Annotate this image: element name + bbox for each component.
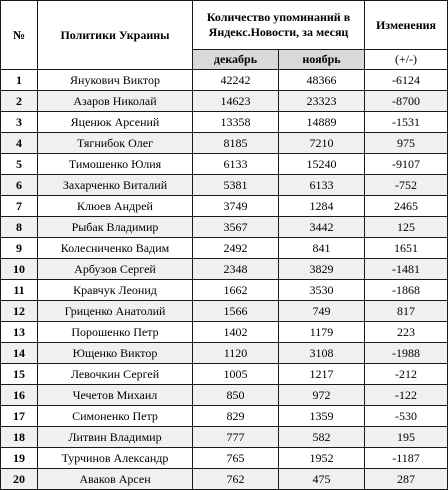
november-count: 841 [279,238,365,259]
politician-name: Гриценко Анатолий [38,301,193,322]
change-value: 125 [365,217,448,238]
table-row [1,343,448,364]
header-politicians: Политики Украины [38,1,193,70]
december-count: 3567 [193,217,279,238]
header-change: Изменения [365,1,448,50]
change-value: -752 [365,175,448,196]
row-number: 17 [1,406,38,427]
november-count: 1284 [279,196,365,217]
december-count: 5381 [193,175,279,196]
table-row [1,448,448,469]
row-number: 10 [1,259,38,280]
table-row [1,217,448,238]
header-november: ноябрь [279,50,365,70]
change-value: 975 [365,133,448,154]
table-row [1,91,448,112]
row-number: 1 [1,70,38,91]
december-count: 1566 [193,301,279,322]
change-value: -6124 [365,70,448,91]
table-header [1,1,448,70]
row-number: 6 [1,175,38,196]
politician-name: Азаров Николай [38,91,193,112]
table-row [1,238,448,259]
change-value: -1531 [365,112,448,133]
december-count: 765 [193,448,279,469]
november-count: 6133 [279,175,365,196]
politician-name: Турчинов Александр [38,448,193,469]
change-value: -122 [365,385,448,406]
november-count: 1179 [279,322,365,343]
change-value: 287 [365,469,448,490]
december-count: 1005 [193,364,279,385]
header-december: декабрь [193,50,279,70]
row-number: 4 [1,133,38,154]
december-count: 14623 [193,91,279,112]
table-row [1,385,448,406]
table-row [1,112,448,133]
november-count: 3530 [279,280,365,301]
table-row [1,175,448,196]
december-count: 1402 [193,322,279,343]
november-count: 3829 [279,259,365,280]
politician-name: Симоненко Петр [38,406,193,427]
table-row [1,427,448,448]
row-number: 11 [1,280,38,301]
row-number: 9 [1,238,38,259]
politician-name: Аваков Арсен [38,469,193,490]
table-row [1,280,448,301]
row-number: 7 [1,196,38,217]
november-count: 48366 [279,70,365,91]
table-row [1,364,448,385]
politician-name: Клюев Андрей [38,196,193,217]
december-count: 2492 [193,238,279,259]
row-number: 14 [1,343,38,364]
change-value: 817 [365,301,448,322]
change-value: -1187 [365,448,448,469]
row-number: 15 [1,364,38,385]
change-value: -212 [365,364,448,385]
row-number: 18 [1,427,38,448]
row-number: 5 [1,154,38,175]
november-count: 1952 [279,448,365,469]
november-count: 475 [279,469,365,490]
change-value: 195 [365,427,448,448]
table-row [1,322,448,343]
row-number: 16 [1,385,38,406]
politician-name: Арбузов Сергей [38,259,193,280]
november-count: 1359 [279,406,365,427]
november-count: 7210 [279,133,365,154]
december-count: 8185 [193,133,279,154]
table-row [1,196,448,217]
politician-name: Кравчук Леонид [38,280,193,301]
december-count: 762 [193,469,279,490]
politician-name: Тимошенко Юлия [38,154,193,175]
politician-name: Янукович Виктор [38,70,193,91]
change-value: -1868 [365,280,448,301]
november-count: 14889 [279,112,365,133]
december-count: 850 [193,385,279,406]
december-count: 1120 [193,343,279,364]
table-row [1,301,448,322]
november-count: 3442 [279,217,365,238]
change-value: -1988 [365,343,448,364]
november-count: 23323 [279,91,365,112]
december-count: 829 [193,406,279,427]
table-row [1,133,448,154]
header-mentions: Количество упоминаний в Яндекс.Новости, за месяц [193,1,365,50]
december-count: 3749 [193,196,279,217]
change-value: -530 [365,406,448,427]
table-row [1,154,448,175]
row-number: 20 [1,469,38,490]
november-count: 1217 [279,364,365,385]
change-value: 1651 [365,238,448,259]
november-count: 972 [279,385,365,406]
row-number: 12 [1,301,38,322]
politician-name: Яценюк Арсений [38,112,193,133]
table-row [1,406,448,427]
november-count: 3108 [279,343,365,364]
politician-name: Ющенко Виктор [38,343,193,364]
change-value: -8700 [365,91,448,112]
politician-name: Чечетов Михаил [38,385,193,406]
december-count: 42242 [193,70,279,91]
table-row [1,70,448,91]
table-row [1,469,448,490]
row-number: 2 [1,91,38,112]
politician-name: Захарченко Виталий [38,175,193,196]
politician-name: Литвин Владимир [38,427,193,448]
table-row [1,259,448,280]
change-value: -9107 [365,154,448,175]
change-value: -1481 [365,259,448,280]
header-change-unit: (+/-) [365,50,448,70]
december-count: 6133 [193,154,279,175]
november-count: 582 [279,427,365,448]
table-body [1,70,448,490]
politician-name: Тягнибок Олег [38,133,193,154]
december-count: 2348 [193,259,279,280]
politician-name: Левочкин Сергей [38,364,193,385]
change-value: 223 [365,322,448,343]
row-number: 3 [1,112,38,133]
december-count: 1662 [193,280,279,301]
politician-name: Колесниченко Вадим [38,238,193,259]
politician-name: Рыбак Владимир [38,217,193,238]
december-count: 777 [193,427,279,448]
politician-name: Порошенко Петр [38,322,193,343]
row-number: 13 [1,322,38,343]
row-number: 8 [1,217,38,238]
row-number: 19 [1,448,38,469]
november-count: 15240 [279,154,365,175]
header-number: № [1,1,38,70]
change-value: 2465 [365,196,448,217]
december-count: 13358 [193,112,279,133]
november-count: 749 [279,301,365,322]
